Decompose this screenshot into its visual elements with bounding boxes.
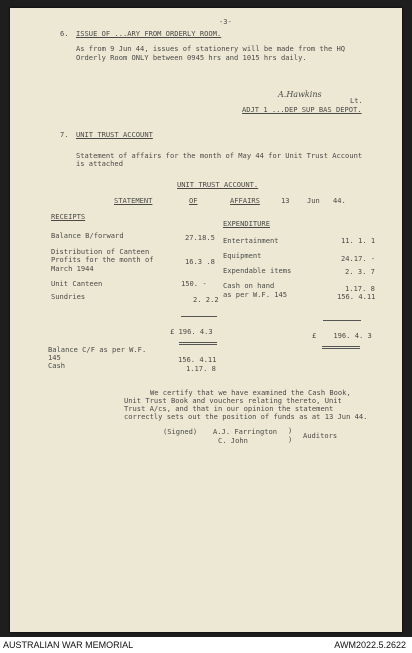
statement-subtitle-4: 13 xyxy=(281,196,290,205)
statement-subtitle-6: 44. xyxy=(333,196,346,205)
receipt-amount-3: 150. - xyxy=(181,279,207,288)
rule-right-bottom-2 xyxy=(322,348,360,349)
document-page xyxy=(10,8,402,632)
certification-line-2: Unit Trust Book and vouchers relating thereto, Unit xyxy=(124,396,342,405)
expense-label-5: as per W.F. 145 xyxy=(223,290,288,299)
expense-amount-2: 24.17. - xyxy=(341,254,376,263)
expense-amount-4: 1.17. 8 xyxy=(345,284,375,293)
item6-heading: ISSUE OF ...ARY FROM ORDERLY ROOM. xyxy=(76,29,222,38)
balance-cf-label: Balance C/F as per W.F. 145 xyxy=(48,345,147,363)
page-number: -3- xyxy=(219,17,232,26)
receipt-amount-1: 27.18.5 xyxy=(185,233,215,242)
rule-right-top xyxy=(323,320,361,321)
certification-line-1: We certify that we have examined the Cash Book, xyxy=(150,388,351,397)
rule-left-bottom-2 xyxy=(179,344,217,345)
total-receipts: £ 196. 4.3 xyxy=(170,327,213,336)
footer-reference: AWM2022.5.2622 xyxy=(334,640,406,650)
certification-line-3: Trust A/cs, and that in our opinion the statement xyxy=(124,404,334,413)
expense-label-3: Expendable items xyxy=(223,266,292,275)
statement-subtitle-5: Jun xyxy=(307,196,320,205)
item7-line-2: is attached xyxy=(76,159,123,168)
expense-label-2: Equipment xyxy=(223,251,262,260)
item7-line-1: Statement of affairs for the month of May 44 for Unit Trust Account xyxy=(76,151,363,160)
signature-title: ADJT 1 ...DEP SUP BAS DEPOT. xyxy=(242,105,362,114)
item7-number: 7. xyxy=(60,130,69,139)
cash-amount: 1.17. 8 xyxy=(186,364,216,373)
auditor-1: A.J. Farrington xyxy=(213,427,278,436)
expense-label-4: Cash on hand xyxy=(223,281,275,290)
statement-subtitle-3: AFFAIRS xyxy=(230,196,260,205)
signed-label: (Signed) xyxy=(163,427,198,436)
footer-institution: AUSTRALIAN WAR MEMORIAL xyxy=(3,640,134,650)
receipt-label-1: Balance B/forward xyxy=(51,231,124,240)
receipt-label-2: Distribution of Canteen Profits for the month of March 1944 xyxy=(51,247,154,273)
item6-line-1: As from 9 Jun 44, issues of stationery will be made from the HQ xyxy=(76,44,346,53)
auditor-2: C. John xyxy=(218,436,248,445)
certification-line-4: correctly sets out the position of funds as at 13 Jun 44. xyxy=(124,412,368,421)
cash-label: Cash xyxy=(48,361,66,370)
expense-amount-3: 2. 3. 7 xyxy=(345,267,375,276)
auditors-label: Auditors xyxy=(303,431,338,440)
item7-heading: UNIT TRUST ACCOUNT xyxy=(76,130,153,139)
statement-subtitle-2: OF xyxy=(189,196,198,205)
brace-top: ) xyxy=(288,426,293,435)
brace-bottom: ) xyxy=(288,435,293,444)
receipt-label-3: Unit Canteen xyxy=(51,279,103,288)
statement-subtitle-1: STATEMENT xyxy=(114,196,153,205)
signature-rank: Lt. xyxy=(350,96,363,105)
receipt-label-4: Sundries xyxy=(51,292,86,301)
receipt-amount-4: 2. 2.2 xyxy=(193,295,219,304)
balance-cf-amount: 156. 4.11 xyxy=(178,355,217,364)
rule-left-top xyxy=(181,316,217,317)
receipt-amount-2: 16.3 .8 xyxy=(185,257,215,266)
total-expenditure: £ 196. 4. 3 xyxy=(312,331,372,340)
rule-right-bottom-1 xyxy=(322,346,360,347)
expense-amount-1: 11. 1. 1 xyxy=(341,236,376,245)
expense-amount-5: 156. 4.11 xyxy=(337,292,376,301)
receipts-heading: RECEIPTS xyxy=(51,212,86,221)
archive-footer xyxy=(0,637,412,653)
expense-label-1: Entertainment xyxy=(223,236,279,245)
signature: A.Hawkins xyxy=(278,90,322,99)
item6-line-2: Orderly Room ONLY between 0945 hrs and 1015 hrs daily. xyxy=(76,53,307,62)
rule-left-bottom-1 xyxy=(179,342,217,343)
item6-number: 6. xyxy=(60,29,69,38)
expenditure-heading: EXPENDITURE xyxy=(223,219,270,228)
statement-title: UNIT TRUST ACCOUNT. xyxy=(177,180,259,189)
